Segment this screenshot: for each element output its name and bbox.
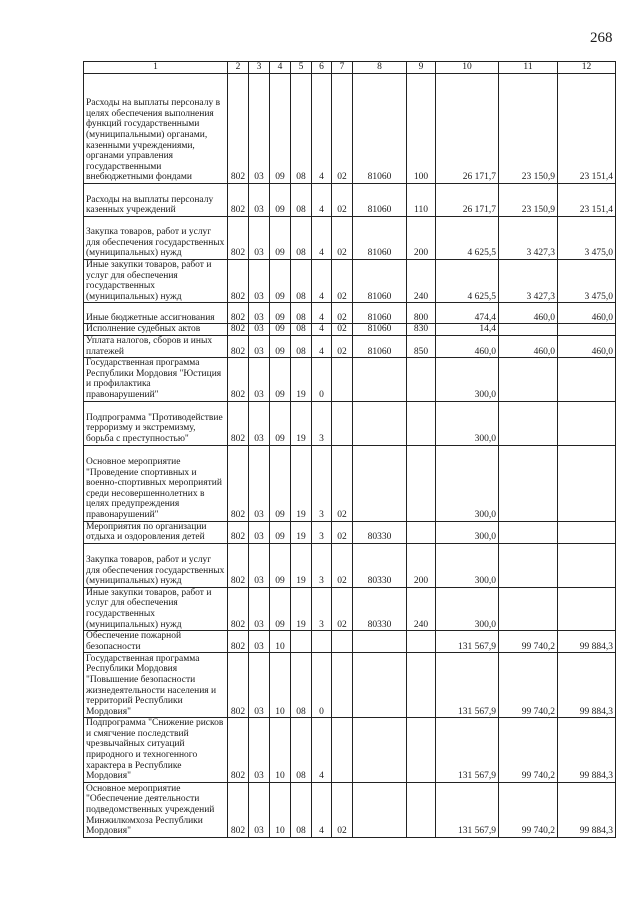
row-cell <box>353 445 407 521</box>
row-cell: 3 <box>312 445 332 521</box>
row-cell: 03 <box>249 260 270 303</box>
header-row <box>84 62 616 74</box>
row-cell: 09 <box>270 358 291 401</box>
row-cell: 300,0 <box>436 543 499 587</box>
row-cell: 200 <box>407 543 436 587</box>
row-cell: 99 740,2 <box>499 653 558 718</box>
row-cell <box>558 521 616 543</box>
row-cell: 03 <box>249 217 270 260</box>
row-cell <box>499 521 558 543</box>
row-cell <box>332 401 353 445</box>
row-cell: 09 <box>270 335 291 357</box>
row-cell: 460,0 <box>436 335 499 357</box>
row-cell: 08 <box>291 260 312 303</box>
row-cell: 19 <box>291 401 312 445</box>
table-row <box>84 303 616 324</box>
row-cell: 800 <box>407 303 436 324</box>
row-cell: 4 <box>312 260 332 303</box>
budget-table <box>83 61 616 838</box>
row-cell: 4 625,5 <box>436 217 499 260</box>
row-cell: 23 151,4 <box>558 184 616 217</box>
table-row <box>84 260 616 303</box>
row-cell <box>407 653 436 718</box>
row-cell: 09 <box>270 324 291 336</box>
row-cell: 99 884,3 <box>558 782 616 837</box>
row-cell <box>558 401 616 445</box>
row-cell: 802 <box>228 445 249 521</box>
row-cell: 19 <box>291 543 312 587</box>
row-cell <box>291 631 312 653</box>
row-cell: 802 <box>228 543 249 587</box>
row-cell: 09 <box>270 217 291 260</box>
row-cell: 802 <box>228 782 249 837</box>
table-row <box>84 587 616 630</box>
column-header: 6 <box>312 62 332 74</box>
row-cell: 81060 <box>353 303 407 324</box>
column-header: 5 <box>291 62 312 74</box>
column-header: 7 <box>332 62 353 74</box>
row-cell: 3 475,0 <box>558 260 616 303</box>
row-cell: 200 <box>407 217 436 260</box>
table-row <box>84 324 616 336</box>
row-cell: 802 <box>228 303 249 324</box>
column-header: 9 <box>407 62 436 74</box>
row-cell: 3 <box>312 543 332 587</box>
row-cell <box>312 631 332 653</box>
row-cell: 99 884,3 <box>558 631 616 653</box>
row-cell: 23 151,4 <box>558 74 616 184</box>
row-cell: 4 625,5 <box>436 260 499 303</box>
row-name: Государственная программа Республики Мордовия "Повышение безопасности жизнедеятельности населения и территорий Республики Мордовия" <box>84 653 228 718</box>
row-cell <box>499 445 558 521</box>
row-cell <box>558 543 616 587</box>
table-row <box>84 521 616 543</box>
row-cell: 460,0 <box>499 303 558 324</box>
row-cell: 460,0 <box>558 303 616 324</box>
column-header: 10 <box>436 62 499 74</box>
row-name: Уплата налогов, сборов и иных платежей <box>84 335 228 357</box>
column-header: 1 <box>84 62 228 74</box>
table-body <box>84 74 616 838</box>
row-cell <box>407 782 436 837</box>
row-name: Закупка товаров, работ и услуг для обеспечения государственных (муниципальных) нужд <box>84 217 228 260</box>
row-name: Иные закупки товаров, работ и услуг для обеспечения государственных (муниципальных) нужд <box>84 587 228 630</box>
row-cell: 09 <box>270 445 291 521</box>
row-name: Расходы на выплаты персоналу в целях обеспечения выполнения функций государственными (муниципальными) органами, казенными учреждениями, органами управления государственными внебюджетными фондами <box>84 74 228 184</box>
row-cell: 460,0 <box>499 335 558 357</box>
row-cell: 4 <box>312 303 332 324</box>
row-cell: 19 <box>291 358 312 401</box>
row-cell: 09 <box>270 521 291 543</box>
table-row <box>84 358 616 401</box>
row-cell <box>558 324 616 336</box>
row-cell: 3 427,3 <box>499 217 558 260</box>
row-cell: 802 <box>228 358 249 401</box>
row-cell: 10 <box>270 718 291 783</box>
row-cell: 81060 <box>353 335 407 357</box>
row-name: Расходы на выплаты персоналу казенных учреждений <box>84 184 228 217</box>
row-cell: 4 <box>312 718 332 783</box>
row-cell: 03 <box>249 401 270 445</box>
row-cell <box>407 358 436 401</box>
row-name: Закупка товаров, работ и услуг для обеспечения государственных (муниципальных) нужд <box>84 543 228 587</box>
row-cell: 03 <box>249 184 270 217</box>
table-row <box>84 335 616 357</box>
row-cell <box>558 358 616 401</box>
row-cell: 08 <box>291 217 312 260</box>
row-cell: 3 475,0 <box>558 217 616 260</box>
row-cell <box>332 358 353 401</box>
row-cell: 02 <box>332 543 353 587</box>
row-cell: 02 <box>332 217 353 260</box>
row-cell: 02 <box>332 445 353 521</box>
row-cell: 02 <box>332 184 353 217</box>
row-cell: 240 <box>407 260 436 303</box>
row-cell: 81060 <box>353 324 407 336</box>
row-cell: 08 <box>291 782 312 837</box>
row-cell: 03 <box>249 782 270 837</box>
column-header: 3 <box>249 62 270 74</box>
row-cell: 300,0 <box>436 521 499 543</box>
row-cell: 08 <box>291 184 312 217</box>
row-cell: 80330 <box>353 521 407 543</box>
row-cell <box>407 401 436 445</box>
row-cell: 99 740,2 <box>499 631 558 653</box>
row-cell <box>499 324 558 336</box>
row-cell: 03 <box>249 521 270 543</box>
row-cell: 19 <box>291 587 312 630</box>
row-cell: 03 <box>249 718 270 783</box>
row-cell <box>353 718 407 783</box>
row-cell: 81060 <box>353 260 407 303</box>
row-cell: 19 <box>291 445 312 521</box>
row-cell: 802 <box>228 324 249 336</box>
table-row <box>84 543 616 587</box>
row-cell <box>332 653 353 718</box>
table-row <box>84 782 616 837</box>
row-cell: 460,0 <box>558 335 616 357</box>
row-cell: 09 <box>270 587 291 630</box>
row-cell <box>353 653 407 718</box>
row-cell: 99 740,2 <box>499 782 558 837</box>
table-row <box>84 445 616 521</box>
row-cell: 03 <box>249 543 270 587</box>
row-cell: 02 <box>332 324 353 336</box>
row-cell: 02 <box>332 782 353 837</box>
row-cell: 0 <box>312 653 332 718</box>
row-cell <box>407 718 436 783</box>
row-cell: 4 <box>312 74 332 184</box>
row-cell <box>332 631 353 653</box>
row-cell: 02 <box>332 587 353 630</box>
row-cell: 09 <box>270 401 291 445</box>
row-name: Подпрограмма "Снижение рисков и смягчение последствий чрезвычайных ситуаций природного и техногенного характера в Республике Мордовия" <box>84 718 228 783</box>
row-cell <box>558 445 616 521</box>
row-cell: 3 <box>312 401 332 445</box>
column-header: 11 <box>499 62 558 74</box>
row-cell: 131 567,9 <box>436 718 499 783</box>
row-cell: 802 <box>228 631 249 653</box>
page-number: 268 <box>590 30 613 46</box>
row-cell: 81060 <box>353 217 407 260</box>
row-cell: 02 <box>332 335 353 357</box>
row-name: Обеспечение пожарной безопасности <box>84 631 228 653</box>
column-header: 8 <box>353 62 407 74</box>
row-cell: 131 567,9 <box>436 782 499 837</box>
row-cell: 02 <box>332 260 353 303</box>
row-cell: 802 <box>228 335 249 357</box>
table-row <box>84 631 616 653</box>
row-cell: 99 884,3 <box>558 653 616 718</box>
column-header: 2 <box>228 62 249 74</box>
row-name: Основное мероприятие "Проведение спортивных и военно-спортивных мероприятий среди несовершеннолетних в целях предупреждения правонарушений" <box>84 445 228 521</box>
row-cell: 03 <box>249 335 270 357</box>
row-cell: 802 <box>228 184 249 217</box>
row-cell <box>353 782 407 837</box>
row-cell: 4 <box>312 217 332 260</box>
row-cell: 300,0 <box>436 358 499 401</box>
row-cell: 300,0 <box>436 587 499 630</box>
row-cell: 802 <box>228 74 249 184</box>
row-cell: 03 <box>249 303 270 324</box>
row-name: Иные бюджетные ассигнования <box>84 303 228 324</box>
row-cell: 02 <box>332 74 353 184</box>
row-cell: 03 <box>249 653 270 718</box>
row-cell: 4 <box>312 782 332 837</box>
row-cell: 850 <box>407 335 436 357</box>
row-cell: 802 <box>228 587 249 630</box>
row-cell: 300,0 <box>436 445 499 521</box>
row-cell: 14,4 <box>436 324 499 336</box>
row-name: Мероприятия по организации отдыха и оздоровления детей <box>84 521 228 543</box>
row-name: Иные закупки товаров, работ и услуг для обеспечения государственных (муниципальных) нужд <box>84 260 228 303</box>
row-cell: 4 <box>312 184 332 217</box>
column-header: 4 <box>270 62 291 74</box>
row-cell: 81060 <box>353 74 407 184</box>
row-cell: 02 <box>332 303 353 324</box>
table-row <box>84 401 616 445</box>
row-cell: 100 <box>407 74 436 184</box>
row-cell: 08 <box>291 335 312 357</box>
row-cell: 19 <box>291 521 312 543</box>
row-name: Подпрограмма "Противодействие терроризму и экстремизму, борьба с преступностью" <box>84 401 228 445</box>
row-cell: 08 <box>291 74 312 184</box>
row-cell: 23 150,9 <box>499 74 558 184</box>
row-cell: 23 150,9 <box>499 184 558 217</box>
row-cell: 08 <box>291 718 312 783</box>
row-name: Основное мероприятие "Обеспечение деятельности подведомственных учреждений Минжилкомхоза Республики Мордовия" <box>84 782 228 837</box>
row-cell: 10 <box>270 653 291 718</box>
row-cell: 3 427,3 <box>499 260 558 303</box>
row-cell: 802 <box>228 401 249 445</box>
row-cell: 802 <box>228 718 249 783</box>
row-name: Исполнение судебных актов <box>84 324 228 336</box>
row-cell: 131 567,9 <box>436 653 499 718</box>
row-cell: 99 740,2 <box>499 718 558 783</box>
row-cell: 81060 <box>353 184 407 217</box>
row-cell: 10 <box>270 782 291 837</box>
row-cell: 03 <box>249 587 270 630</box>
table-row <box>84 653 616 718</box>
row-cell: 80330 <box>353 587 407 630</box>
row-cell: 02 <box>332 521 353 543</box>
row-cell: 802 <box>228 521 249 543</box>
row-cell: 474,4 <box>436 303 499 324</box>
table-row <box>84 718 616 783</box>
row-cell: 08 <box>291 653 312 718</box>
row-cell: 03 <box>249 324 270 336</box>
row-cell <box>407 521 436 543</box>
row-cell <box>499 358 558 401</box>
row-cell <box>499 401 558 445</box>
row-cell: 99 884,3 <box>558 718 616 783</box>
row-cell: 03 <box>249 74 270 184</box>
row-cell: 09 <box>270 303 291 324</box>
row-cell: 3 <box>312 521 332 543</box>
column-header: 12 <box>558 62 616 74</box>
row-cell: 300,0 <box>436 401 499 445</box>
row-cell: 26 171,7 <box>436 184 499 217</box>
row-cell: 08 <box>291 324 312 336</box>
row-cell: 4 <box>312 335 332 357</box>
row-cell: 03 <box>249 445 270 521</box>
row-cell: 3 <box>312 587 332 630</box>
row-cell: 08 <box>291 303 312 324</box>
row-cell: 03 <box>249 358 270 401</box>
row-cell: 802 <box>228 260 249 303</box>
row-cell: 80330 <box>353 543 407 587</box>
row-cell <box>499 543 558 587</box>
row-cell: 09 <box>270 543 291 587</box>
row-cell <box>499 587 558 630</box>
row-cell: 131 567,9 <box>436 631 499 653</box>
row-cell <box>353 401 407 445</box>
row-cell: 830 <box>407 324 436 336</box>
row-cell: 240 <box>407 587 436 630</box>
row-name: Государственная программа Республики Мордовия "Юстиция и профилактика правонарушений" <box>84 358 228 401</box>
row-cell <box>558 587 616 630</box>
table-row <box>84 184 616 217</box>
row-cell <box>353 631 407 653</box>
row-cell: 09 <box>270 184 291 217</box>
row-cell: 09 <box>270 260 291 303</box>
row-cell: 26 171,7 <box>436 74 499 184</box>
table-row <box>84 74 616 184</box>
row-cell <box>332 718 353 783</box>
row-cell: 802 <box>228 653 249 718</box>
row-cell: 10 <box>270 631 291 653</box>
row-cell <box>407 631 436 653</box>
row-cell: 110 <box>407 184 436 217</box>
row-cell: 802 <box>228 217 249 260</box>
row-cell: 0 <box>312 358 332 401</box>
row-cell: 03 <box>249 631 270 653</box>
row-cell: 4 <box>312 324 332 336</box>
row-cell <box>407 445 436 521</box>
table-row <box>84 217 616 260</box>
row-cell <box>353 358 407 401</box>
row-cell: 09 <box>270 74 291 184</box>
